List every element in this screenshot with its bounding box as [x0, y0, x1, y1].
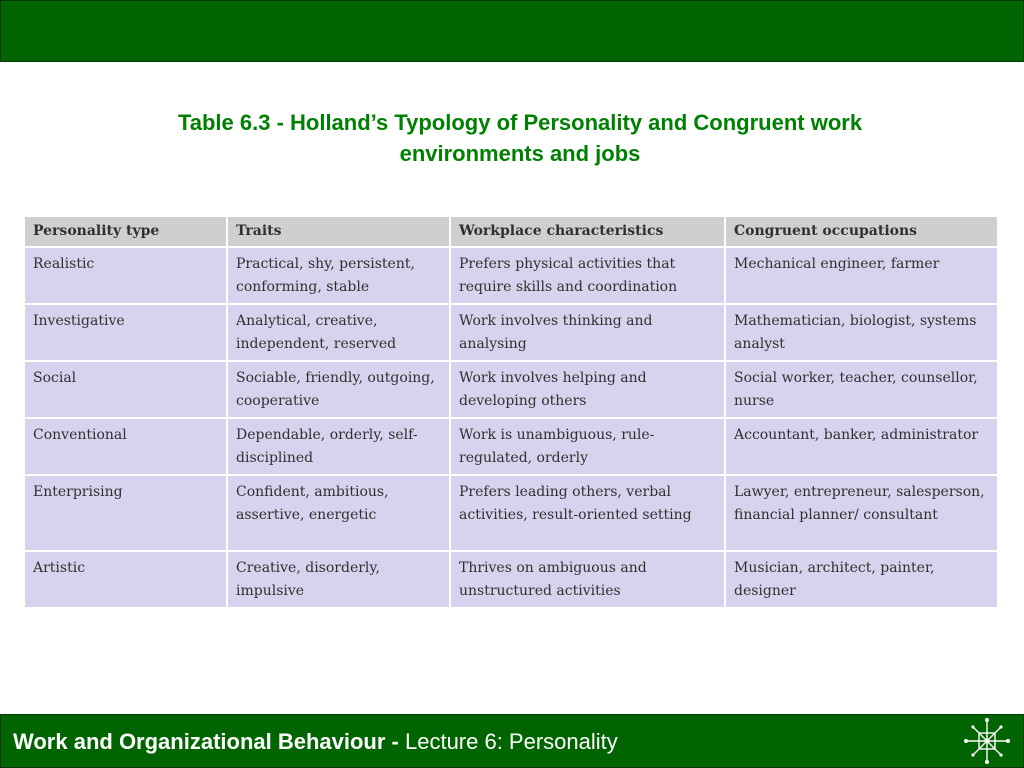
cell-congruent-occupations: Lawyer, entrepreneur, salesperson, financial planner/ consultant: [725, 475, 998, 551]
cell-personality-type: Investigative: [24, 304, 227, 361]
course-title: Work and Organizational Behaviour -: [13, 729, 405, 754]
cell-workplace-characteristics: Work involves thinking and analysing: [450, 304, 725, 361]
cell-workplace-characteristics: Work involves helping and developing others: [450, 361, 725, 418]
cell-workplace-characteristics: Thrives on ambiguous and unstructured activities: [450, 551, 725, 608]
slide-title: [100, 107, 940, 169]
table-row: [24, 418, 998, 475]
slide-title-line-1: Table 6.3 - Holland’s Typology of Personality and Congruent work: [177, 110, 863, 135]
cell-personality-type: Realistic: [24, 247, 227, 304]
typology-table-container: [23, 215, 997, 609]
footer-bar: [0, 714, 1024, 768]
lecture-title: Lecture 6: Personality: [404, 729, 618, 754]
cell-personality-type: Conventional: [24, 418, 227, 475]
header-bar: [0, 0, 1024, 62]
cell-congruent-occupations: Musician, architect, painter, designer: [725, 551, 998, 608]
cell-congruent-occupations: Mathematician, biologist, systems analyst: [725, 304, 998, 361]
cell-personality-type: Enterprising: [24, 475, 227, 551]
column-header-workplace-characteristics: Workplace characteristics: [450, 216, 725, 247]
cell-workplace-characteristics: Prefers leading others, verbal activities, result-oriented setting: [450, 475, 725, 551]
cell-congruent-occupations: Accountant, banker, administrator: [725, 418, 998, 475]
table-row: [24, 475, 998, 551]
table-row: [24, 247, 998, 304]
footer-text: [13, 729, 618, 755]
cell-congruent-occupations: Mechanical engineer, farmer: [725, 247, 998, 304]
cell-workplace-characteristics: Prefers physical activities that require skills and coordination: [450, 247, 725, 304]
table-row: [24, 551, 998, 608]
cell-traits: Analytical, creative, independent, reserved: [227, 304, 450, 361]
table-row: [24, 304, 998, 361]
cell-workplace-characteristics: Work is unambiguous, rule-regulated, orderly: [450, 418, 725, 475]
cell-traits: Confident, ambitious, assertive, energetic: [227, 475, 450, 551]
column-header-congruent-occupations: Congruent occupations: [725, 216, 998, 247]
cell-traits: Practical, shy, persistent, conforming, stable: [227, 247, 450, 304]
cell-congruent-occupations: Social worker, teacher, counsellor, nurse: [725, 361, 998, 418]
typology-table: [23, 215, 999, 609]
cell-personality-type: Social: [24, 361, 227, 418]
cell-personality-type: Artistic: [24, 551, 227, 608]
column-header-personality-type: Personality type: [24, 216, 227, 247]
cell-traits: Dependable, orderly, self-disciplined: [227, 418, 450, 475]
table-header-row: [24, 216, 998, 247]
cell-traits: Sociable, friendly, outgoing, cooperative: [227, 361, 450, 418]
network-star-icon: [963, 717, 1011, 765]
cell-traits: Creative, disorderly, impulsive: [227, 551, 450, 608]
table-row: [24, 361, 998, 418]
column-header-traits: Traits: [227, 216, 450, 247]
slide-title-line-2: environments and jobs: [399, 141, 641, 166]
